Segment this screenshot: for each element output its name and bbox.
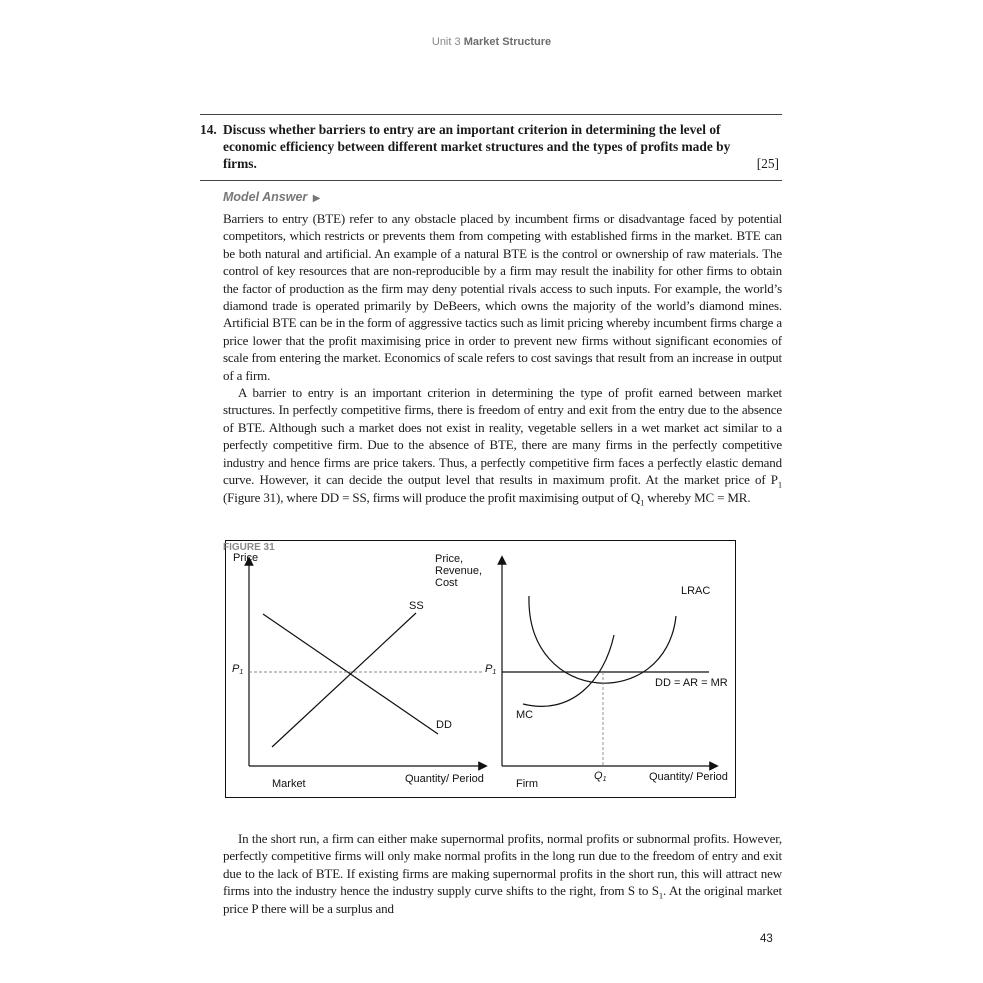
market-price-label: P1 (232, 663, 244, 676)
lrac-curve (529, 596, 676, 683)
firm-x-axis-label: Quantity/ Period (649, 771, 728, 783)
question-line-1: Discuss whether barriers to entry are an important criterion in determining the level of (223, 122, 721, 137)
paragraph-3-part-a: In the short run, a firm can either make supernormal profits, normal profits or subnormal profits. However, perfectly competitive firms will only make normal profits in the long run due to the freedom of entry and exit due to the lack of BTE. If existing firms are making supernormal profits in the short run, this will attract new firms into the industry hence the industry supply curve shifts to the right, from S to S (223, 831, 782, 899)
header-title: Market Structure (463, 36, 552, 48)
model-answer-label (223, 190, 320, 204)
model-answer-text: Model Answer (223, 190, 308, 204)
question-marks: [25] (756, 156, 779, 172)
paragraph-2-sub-1: 1 (777, 479, 782, 490)
firm-y-axis-line-3: Cost (435, 577, 458, 589)
paragraph-2 (223, 384, 782, 506)
question-bottom-rule (200, 180, 782, 181)
question-line-2: economic efficiency between different market structures and the types of profits made by (223, 139, 731, 155)
firm-panel (435, 553, 728, 790)
question-line-3-text: firms. (223, 156, 257, 172)
firm-quantity-label: Q1 (594, 770, 607, 783)
firm-demand-label: DD = AR = MR (655, 677, 728, 689)
lrac-label: LRAC (681, 585, 711, 597)
figure-label: FIGURE 31 (223, 542, 275, 553)
figure-31 (225, 540, 736, 798)
market-panel-label: Market (272, 778, 306, 790)
header-unit: Unit 3 (431, 36, 461, 48)
demand-curve (263, 614, 438, 734)
supply-curve (272, 613, 416, 747)
question-14 (200, 121, 782, 173)
demand-label: DD (436, 719, 452, 731)
firm-y-axis-label (435, 553, 485, 589)
mc-label: MC (516, 709, 534, 721)
paragraph-2-part-b: (Figure 31), where DD = SS, firms will produce the profit maximising output of Q (223, 489, 641, 505)
firm-panel-label: Firm (516, 778, 538, 790)
question-number: 14. (200, 122, 217, 137)
question-line-3 (223, 155, 779, 172)
paragraph-3 (223, 830, 782, 917)
answer-body-bottom (223, 830, 782, 917)
paragraph-3-part-b: . At the original market price P there will be a surplus and (223, 883, 782, 916)
triangle-right-icon: ▶ (312, 193, 321, 204)
supply-label: SS (409, 600, 424, 612)
page-number: 43 (760, 933, 773, 945)
market-x-axis-label: Quantity/ Period (405, 773, 484, 785)
paragraph-2-part-a: A barrier to entry is an important criterion in determining the type of profit earned between market structures. In perfectly competitive firms, there is freedom of entry and exit from the entry due to the absence of BTE. Although such a market does not exist in reality, vegetable sellers in a wet market act similar to a perfectly competitive firm. Due to the absence of BTE, there are many firms in the perfectly competitive industry and hence firms are price takers. Thus, a perfectly competitive firm faces a perfectly elastic demand curve. However, it can decide the output level that results in maximum profit. At the market price of P (223, 385, 782, 488)
firm-price-label: P1 (485, 663, 497, 676)
paragraph-3-sub: 1 (658, 890, 663, 901)
answer-body-top (223, 210, 782, 506)
top-rule (200, 114, 782, 115)
running-header (0, 36, 983, 48)
market-y-axis-label: Price (233, 552, 259, 564)
paragraph-2-part-c: whereby MC = MR. (644, 489, 751, 505)
question-text (223, 121, 779, 173)
figure-31-graphs (226, 541, 737, 799)
paragraph-1: Barriers to entry (BTE) refer to any obstacle placed by incumbent firms or disadvantage faced by potential competitors, which restricts or prevents them from competing with established firms in the market. BTE can be both natural and artificial. An example of a natural BTE is the control or ownership of raw materials. The control of key resources that are non-reproducible by a firm may result the inability for other firms to obtain the factor of production as the firm may deny potential rivals access to such inputs. For example, the world’s diamond trade is operated primarily by DeBeers, which owns the majority of the world’s diamond mines. Artificial BTE can be in the form of aggressive tactics such as limit pricing whereby incumbent firms charge a price lower that the profit maximising price in order to prevent new firms without significant economies of scale from entering the market. Economics of scale refers to cost savings that result from an increase in output of a firm. (223, 211, 782, 383)
mc-curve (523, 635, 614, 706)
firm-y-axis-line-1: Price, (435, 553, 464, 565)
paragraph-2-sub-2: 1 (640, 497, 645, 508)
firm-y-axis-line-2: Revenue, (435, 565, 483, 577)
